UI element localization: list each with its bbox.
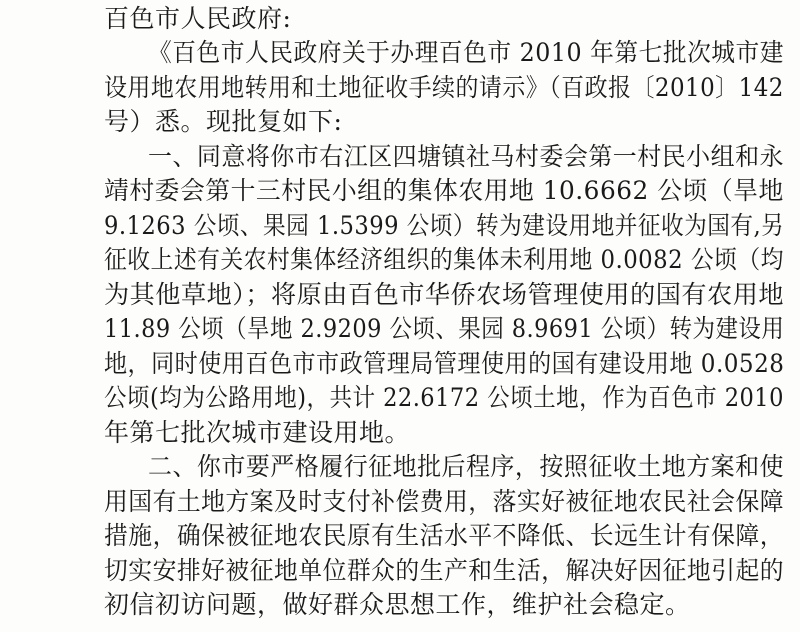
salutation: 百色市人民政府: [104,4,292,33]
text-line-1: 《百色市人民政府关于办理百色市 2010 年第七批次城市建 [148,38,785,67]
text-line-7: 征收上述有关农村集体经济组织的集体未利用地 0.0082 公顷（均 [104,245,784,274]
text-line-5: 靖村委会第十三村民小组的集体农用地 10.6662 公顷（旱地 [104,176,784,205]
text-line-6: 9.1263 公顷、果园 1.5399 公顷）转为建设用地并征收为国有,另 [104,211,785,240]
text-line-3: 号）悉。现批复如下: [104,107,343,136]
text-line-10: 地，同时使用百色市市政管理局管理使用的国有建设用地 0.0528 [104,349,785,378]
text-line-12: 年第七批次城市建设用地。 [104,418,411,447]
text-line-2: 设用地农用地转用和土地征收手续的请示》（百政报〔2010〕142 [104,73,784,102]
text-line-15: 措施，确保被征地农民原有生活水平不降低、长远生计有保障， [104,521,785,550]
text-line-17: 初信初访问题，做好群众思想工作，维护社会稳定。 [104,590,691,619]
text-line-14: 用国有土地方案及时支付补偿费用，落实好被征地农民社会保障 [104,487,785,516]
text-line-9: 11.89 公顷（旱地 2.9209 公顷、果园 8.9691 公顷）转为建设用 [104,314,785,343]
text-line-8: 为其他草地）；将原由百色市华侨农场管理使用的国有农用地 [104,280,785,309]
text-line-11: 公顷(均为公路用地)，共计 22.6172 公顷土地，作为百色市 2010 [104,383,784,412]
text-line-4: 一、同意将你市右江区四塘镇社马村委会第一村民小组和永 [148,142,785,171]
text-line-16: 切实安排好被征地单位群众的生产和生活，解决好因征地引起的 [104,556,785,585]
text-line-13: 二、你市要严格履行征地批后程序，按照征收土地方案和使 [148,452,785,481]
